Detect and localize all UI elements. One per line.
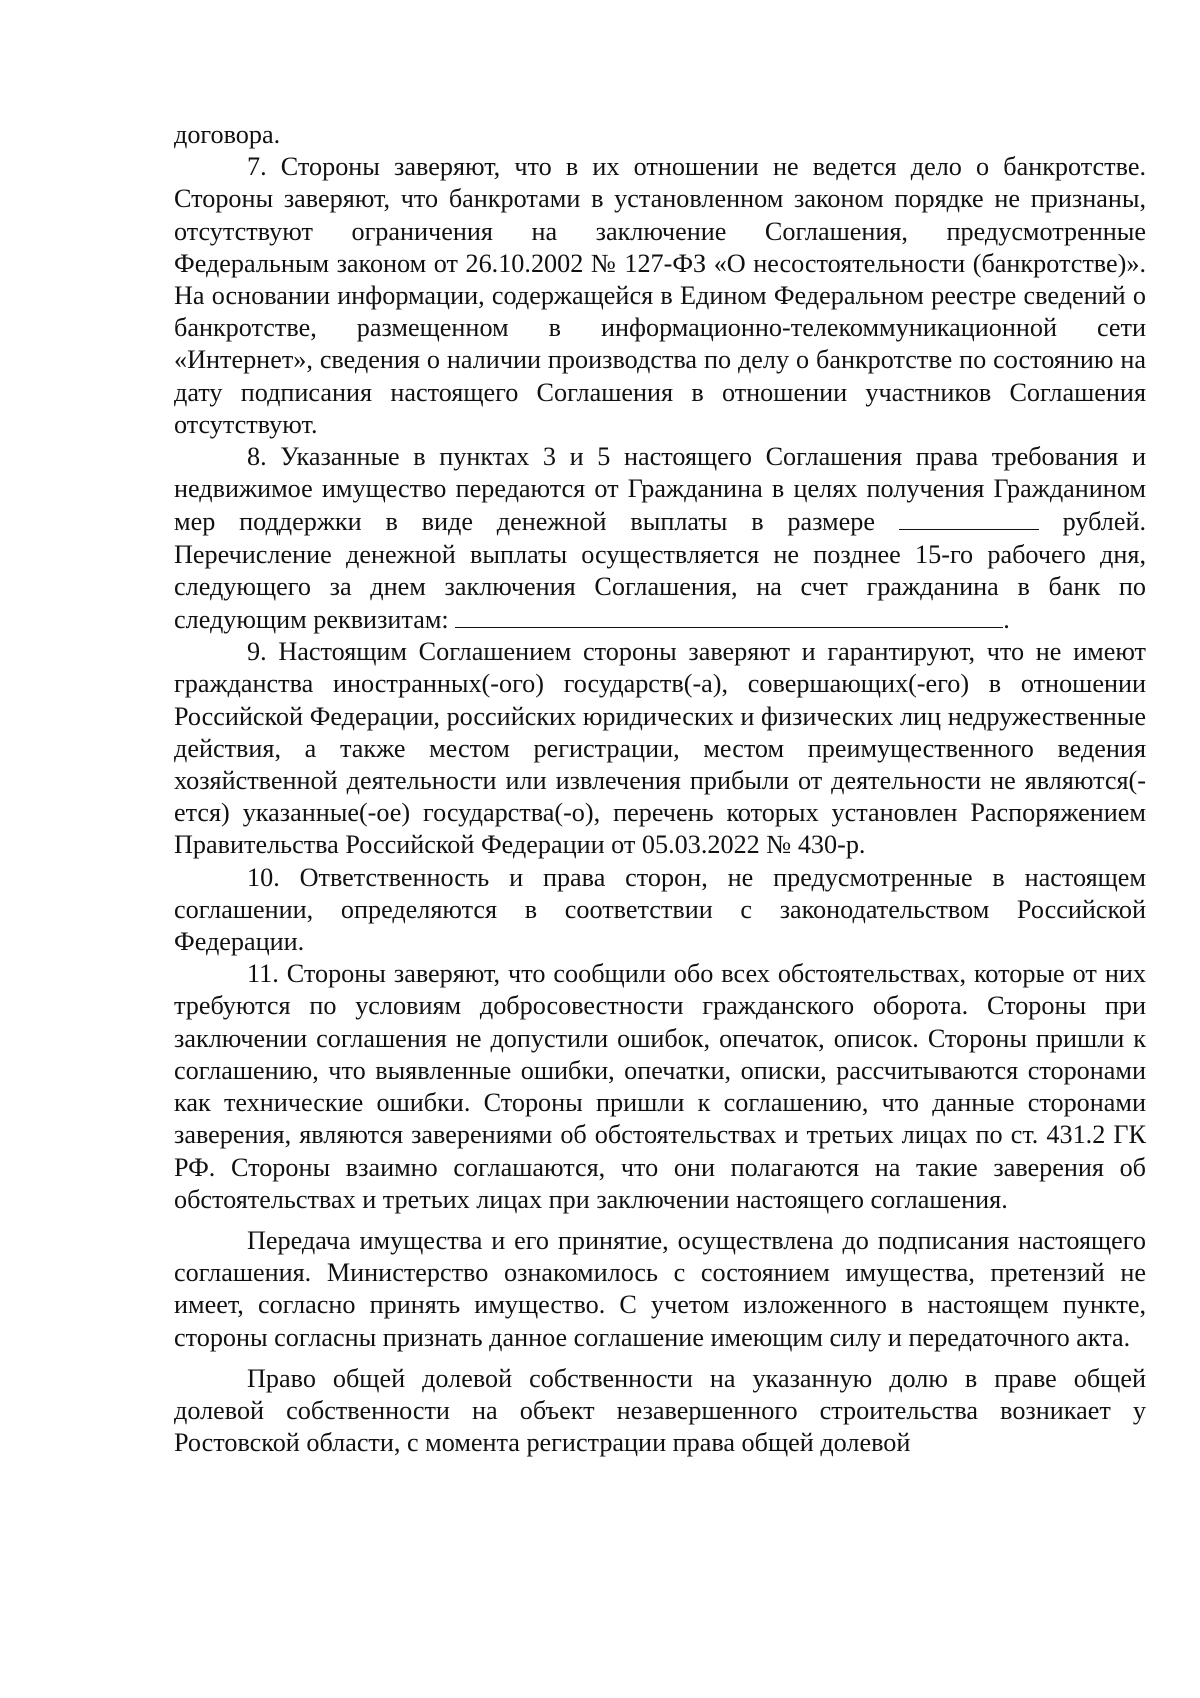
clause-8 [174, 441, 1146, 636]
ownership-right-paragraph: Право общей долевой собственности на указанную долю в праве общей долевой собственности на объект незавершенного строительства возникает у Ростовской области, с момента регистрации права общей долевой [174, 1363, 1146, 1458]
bank-details-blank [455, 603, 1003, 628]
clause-8-text-part2: рублей. Перечисление денежной выплаты осуществляется не позднее 15-го рабочего дня, следующего за днем заключения Соглашения, на счет гражданина в банк по следующим реквизитам: [174, 507, 1147, 635]
clause-7: 7. Стороны заверяют, что в их отношении не ведется дело о банкротстве. Стороны заверяют, что банкротами в установленном законом порядке не признаны, отсутствуют ограничения на заключение Соглашения, предусмотренные Федеральным законом от 26.10.2002 № 127-ФЗ «О несостоятельности (банкротстве)». На основании информации, содержащейся в Едином Федеральном реестре сведений о банкротстве, размещенном в информационно-телекоммуникационной сети «Интернет», сведения о наличии производства по делу о банкротстве по состоянию на дату подписания настоящего Соглашения в отношении участников Соглашения отсутствуют. [174, 152, 1146, 439]
document-page [174, 119, 1146, 1459]
clause-8-text-part1: 8. Указанные в пунктах 3 и 5 настоящего Соглашения права требования и недвижимое имущество передаются от Гражданина в целях получения Гражданином мер поддержки в виде денежной выплаты в размере [174, 442, 1146, 537]
clause-8-period: . [1003, 605, 1010, 635]
clause-11: 11. Стороны заверяют, что сообщили обо всех обстоятельствах, которые от них требуются по условиям добросовестности гражданского оборота. Стороны при заключении соглашения не допустили ошибок, опечаток, описок. Стороны пришли к соглашению, что выявленные ошибки, опечатки, описки, рассчитываются сторонами как технические ошибки. Стороны пришли к соглашению, что данные сторонами заверения, являются заверениями об обстоятельствах и третьих лицах по ст. 431.2 ГК РФ. Стороны взаимно соглашаются, что они полагаются на такие заверения об обстоятельствах и третьих лицах при заключении настоящего соглашения. [174, 959, 1146, 1214]
paragraph-continuation: договора. [174, 120, 281, 149]
property-transfer-paragraph: Передача имущества и его принятие, осуществлена до подписания настоящего соглашения. Министерство ознакомилось с состоянием имущества, претензий не имеет, согласно принять имущество. С учетом изложенного в настоящем пункте, стороны согласны признать данное соглашение имеющим силу и передаточного акта. [174, 1225, 1146, 1352]
payment-amount-blank [899, 505, 1039, 530]
clause-9: 9. Настоящим Соглашением стороны заверяют и гарантируют, что не имеют гражданства иностранных(-ого) государств(-а), совершающих(-его) в отношении Российской Федерации, российских юридических и физических лиц недружественные действия, а также местом регистрации, местом преимущественного ведения хозяйственной деятельности или извлечения прибыли от деятельности не являются(-ется) указанные(-ое) государства(-о), перечень которых установлен Распоряжением Правительства Российской Федерации от 05.03.2022 № 430-р. [174, 637, 1146, 860]
clause-10: 10. Ответственность и права сторон, не предусмотренные в настоящем соглашении, определяются в соответствии с законодательством Российской Федерации. [174, 862, 1146, 957]
